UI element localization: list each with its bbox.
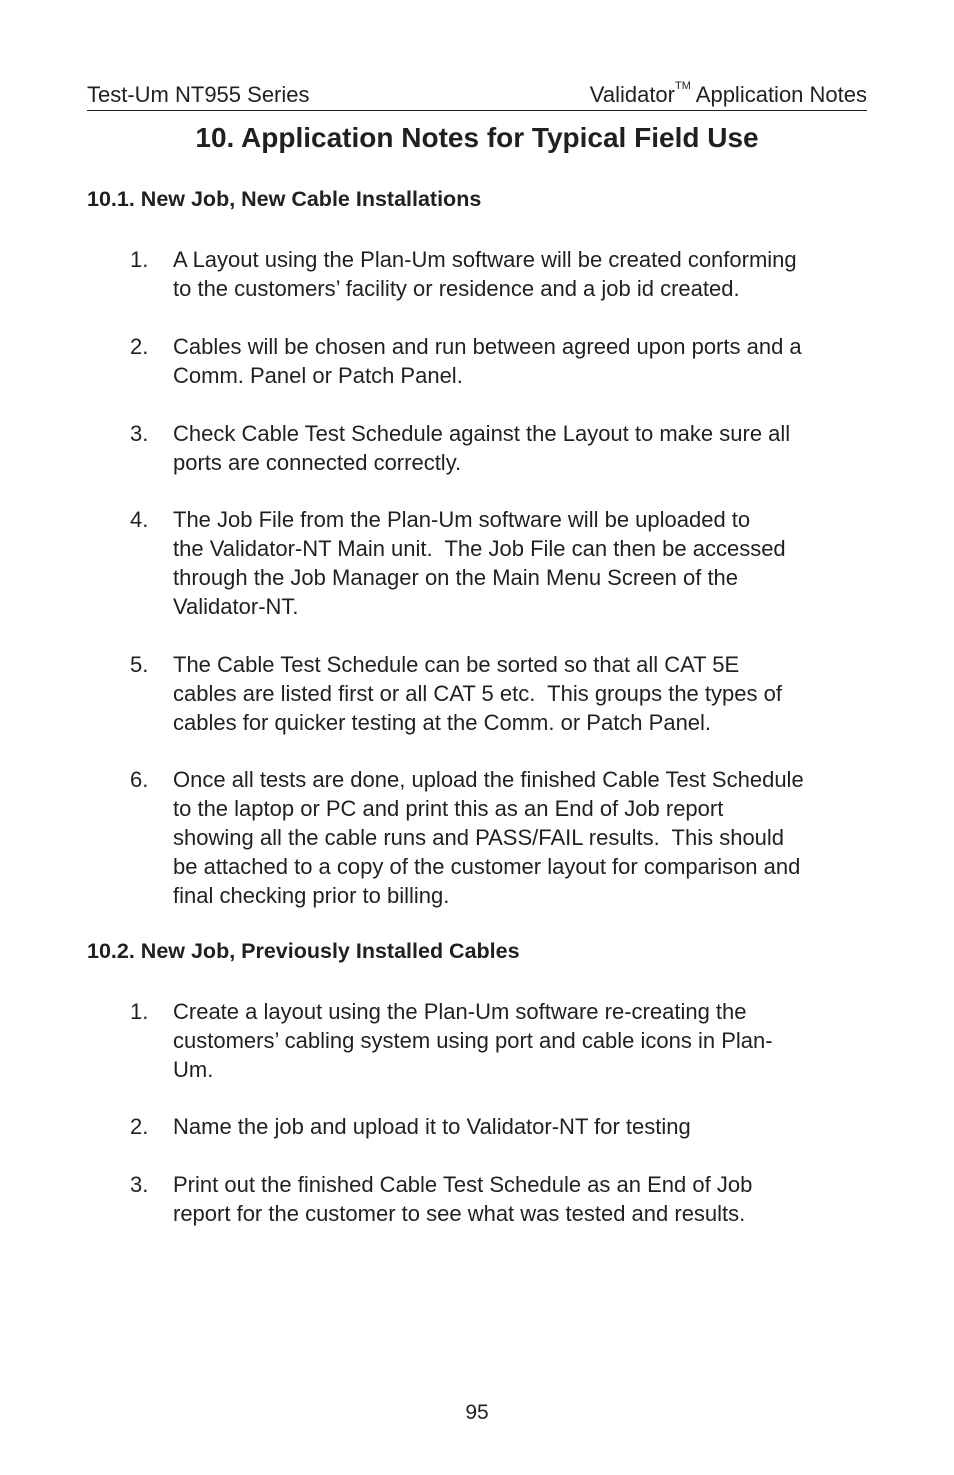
list-item-text [173, 332, 868, 390]
section-heading: 10.1. New Job, New Cable Installations [87, 187, 482, 211]
list-item-text [173, 1170, 868, 1228]
header-doc-suffix: Application Notes [690, 82, 867, 107]
list-item-text [173, 245, 868, 303]
list-item-number: 1. [130, 999, 149, 1024]
text-line: to the customers’ facility or residence and a job id created. [173, 276, 740, 301]
text-line: the Validator-NT Main unit. The Job File can then be accessed [173, 536, 786, 561]
header-product: Validator [589, 82, 675, 107]
text-line: customers’ cabling system using port and cable icons in Plan- [173, 1028, 773, 1053]
text-line: cables are listed first or all CAT 5 etc. This groups the types of [173, 681, 782, 706]
list-item-number: 1. [130, 247, 149, 272]
text-line: Check Cable Test Schedule against the Layout to make sure all [173, 421, 791, 446]
text-line: Print out the finished Cable Test Schedule as an End of Job [173, 1172, 753, 1197]
page-title: 10. Application Notes for Typical Field Use [195, 122, 759, 153]
list-item-text [173, 419, 868, 477]
header-series: Test-Um NT955 Series [87, 82, 310, 107]
text-line: Once all tests are done, upload the finished Cable Test Schedule [173, 767, 804, 792]
header-doc-title [590, 82, 867, 108]
text-line: final checking prior to billing. [173, 883, 450, 908]
list-item-number: 4. [130, 507, 149, 532]
text-line: The Cable Test Schedule can be sorted so that all CAT 5E [173, 652, 740, 677]
text-line: Um. [173, 1057, 214, 1082]
text-line: The Job File from the Plan-Um software will be uploaded to [173, 507, 751, 532]
list-item-number: 3. [130, 421, 149, 446]
list-item-text [173, 1112, 868, 1141]
list-item-number: 6. [130, 767, 149, 792]
text-line: report for the customer to see what was tested and results. [173, 1201, 746, 1226]
section-heading: 10.2. New Job, Previously Installed Cables [87, 939, 520, 963]
text-line: A Layout using the Plan-Um software will be created conforming [173, 247, 797, 272]
list-item-text [173, 650, 868, 737]
list-item-number: 3. [130, 1172, 149, 1197]
text-line: to the laptop or PC and print this as an End of Job report [173, 796, 724, 821]
text-line: Comm. Panel or Patch Panel. [173, 363, 463, 388]
text-line: Cables will be chosen and run between agreed upon ports and a [173, 334, 802, 359]
list-item-text [173, 505, 868, 621]
text-line: cables for quicker testing at the Comm. or Patch Panel. [173, 710, 712, 735]
page-header [87, 80, 867, 111]
text-line: Create a layout using the Plan-Um software re-creating the [173, 999, 747, 1024]
page-number: 95 [465, 1401, 489, 1424]
text-line: showing all the cable runs and PASS/FAIL results. This should [173, 825, 785, 850]
text-line: Name the job and upload it to Validator-NT for testing [173, 1114, 691, 1139]
header-trademark: TM [675, 80, 691, 92]
list-item-number: 2. [130, 1114, 149, 1139]
list-item-text [173, 997, 868, 1084]
text-line: be attached to a copy of the customer layout for comparison and [173, 854, 801, 879]
text-line: through the Job Manager on the Main Menu Screen of the [173, 565, 739, 590]
list-item-number: 5. [130, 652, 149, 677]
text-line: Validator-NT. [173, 594, 299, 619]
text-line: ports are connected correctly. [173, 450, 462, 475]
list-item-number: 2. [130, 334, 149, 359]
list-item-text [173, 765, 868, 910]
